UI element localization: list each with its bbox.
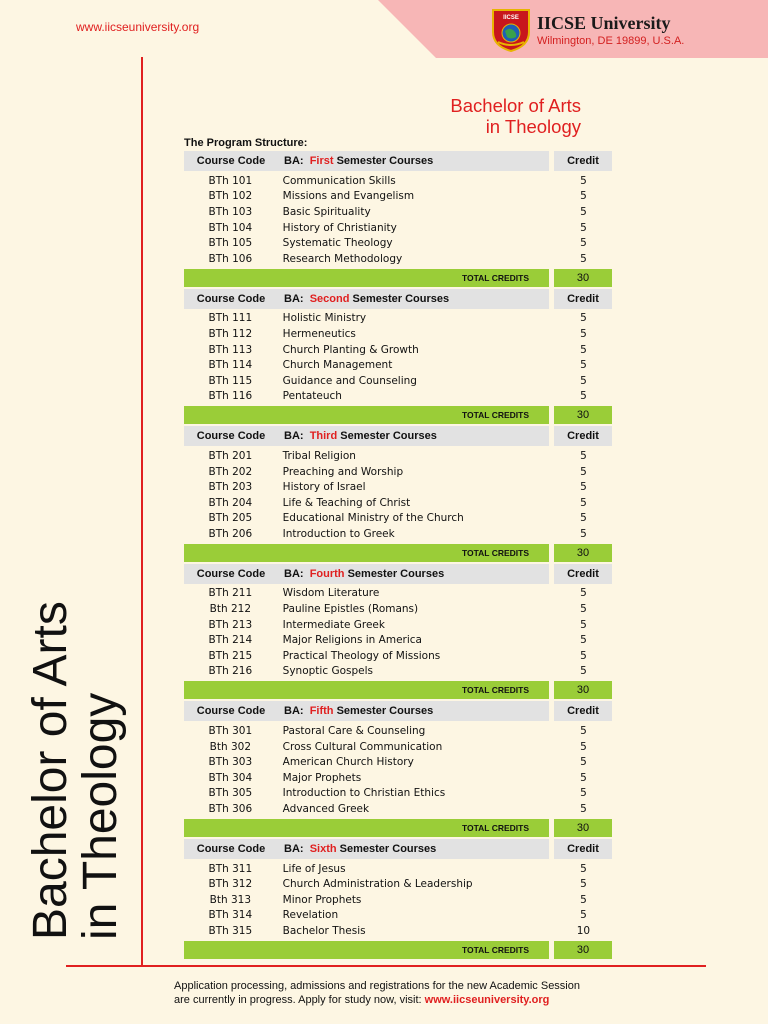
semester-header (184, 839, 612, 859)
course-credit: 5 (580, 803, 587, 816)
total-credits-row (184, 544, 612, 562)
course-credit: 5 (580, 665, 587, 678)
total-credits-row (184, 941, 612, 959)
course-code: Bth 212 (209, 603, 252, 616)
course-credit: 5 (580, 237, 587, 250)
course-code: BTh 305 (208, 787, 253, 800)
course-list (184, 723, 612, 817)
total-credits-label: TOTAL CREDITS (461, 547, 529, 558)
semester-ordinal: Fifth (309, 705, 334, 718)
semester-header (184, 426, 612, 446)
semester-section (184, 289, 612, 425)
course-name: Preaching and Worship (282, 465, 404, 478)
course-row (184, 786, 612, 802)
course-name: Life of Jesus (282, 862, 346, 875)
semester-header (184, 701, 612, 721)
course-code: BTh 115 (208, 374, 253, 387)
ba-prefix: BA: (284, 155, 304, 167)
semester-header (184, 289, 612, 309)
semester-courses-label: Semester Courses (336, 705, 434, 718)
course-name: Guidance and Counseling (282, 374, 417, 387)
semester-courses-label: Semester Courses (336, 155, 434, 167)
course-row (184, 892, 612, 908)
course-credit: 5 (580, 756, 587, 769)
ba-prefix: BA: (284, 567, 304, 580)
semester-ordinal: Sixth (309, 842, 337, 855)
course-name: Systematic Theology (282, 237, 393, 250)
course-row (184, 189, 612, 205)
course-credit: 5 (580, 862, 587, 875)
course-row (184, 220, 612, 236)
total-credits-label: TOTAL CREDITS (461, 944, 529, 955)
footer-line2 (174, 994, 580, 1008)
footer-notice (174, 980, 580, 1007)
course-code: BTh 311 (208, 862, 253, 875)
course-code: BTh 303 (208, 756, 253, 769)
course-code: BTh 106 (208, 252, 253, 265)
course-row (184, 739, 612, 755)
total-credits-row (184, 681, 612, 699)
course-code: Bth 313 (209, 893, 252, 906)
course-row (184, 173, 612, 189)
course-name: Church Management (282, 359, 393, 372)
credit-header: Credit (554, 426, 612, 446)
program-structure-label: The Program Structure: (184, 137, 308, 149)
course-credit: 5 (580, 221, 587, 234)
semester-header-bar (184, 701, 549, 721)
course-name: Basic Spirituality (282, 205, 371, 218)
course-name: American Church History (282, 756, 414, 769)
course-name: Hermeneutics (282, 327, 356, 340)
semester-header-bar (184, 426, 549, 446)
total-credits-value: 30 (554, 941, 612, 959)
semester-title (278, 155, 433, 167)
course-row (184, 204, 612, 220)
course-row (184, 586, 612, 602)
course-row (184, 876, 612, 892)
course-row (184, 632, 612, 648)
course-code: BTh 111 (208, 312, 253, 325)
course-credit: 5 (580, 481, 587, 494)
footer-line2-text: are currently in progress. Apply for study now, visit: (174, 993, 422, 1006)
course-credit: 5 (580, 496, 587, 509)
course-code: BTh 206 (208, 527, 253, 540)
semester-section (184, 151, 612, 287)
course-name: Major Religions in America (282, 634, 422, 647)
course-row (184, 511, 612, 527)
ba-prefix: BA: (284, 430, 304, 443)
course-code: BTh 211 (208, 587, 253, 600)
vertical-title-line1: Bachelor of Arts (24, 601, 77, 940)
semester-header (184, 564, 612, 584)
course-name: Missions and Evangelism (282, 190, 415, 203)
course-row (184, 464, 612, 480)
course-row (184, 908, 612, 924)
course-name: Communication Skills (282, 174, 396, 187)
course-code: BTh 312 (208, 878, 253, 891)
vertical-divider (141, 57, 143, 967)
semester-header-bar (184, 289, 549, 309)
course-code-header: Course Code (196, 567, 266, 580)
credit-header: Credit (554, 701, 612, 721)
course-name: History of Israel (282, 481, 366, 494)
website-url[interactable]: www.iicseuniversity.org (76, 20, 200, 34)
total-credits-value: 30 (554, 681, 612, 699)
course-name: Educational Ministry of the Church (282, 512, 464, 525)
semester-title (278, 293, 449, 305)
course-name: Bachelor Thesis (282, 924, 366, 937)
course-code: BTh 104 (208, 221, 253, 234)
course-list (184, 448, 612, 542)
course-row (184, 617, 612, 633)
course-name: Introduction to Christian Ethics (282, 787, 446, 800)
course-code: BTh 314 (208, 909, 253, 922)
semester-ordinal: Second (309, 292, 350, 305)
course-credit: 5 (580, 725, 587, 738)
semester-ordinal: Third (309, 430, 338, 443)
course-name: Introduction to Greek (282, 527, 395, 540)
semester-courses-label: Semester Courses (340, 430, 437, 443)
total-credits-label: TOTAL CREDITS (461, 822, 529, 833)
total-credits-bar (184, 406, 549, 424)
course-row (184, 601, 612, 617)
course-name: Holistic Ministry (282, 312, 367, 325)
course-credit: 5 (580, 740, 587, 753)
vertical-title-line2: in Theology (74, 692, 127, 940)
semester-header (184, 151, 612, 171)
total-credits-label: TOTAL CREDITS (461, 272, 529, 283)
course-code-header: Course Code (196, 705, 266, 718)
course-code: BTh 213 (208, 618, 253, 631)
course-code: BTh 112 (208, 327, 253, 340)
total-credits-row (184, 406, 612, 424)
semester-section (184, 426, 612, 562)
semester-courses-label: Semester Courses (352, 292, 450, 305)
course-name: Pastoral Care & Counseling (282, 725, 426, 738)
total-credits-bar (184, 819, 549, 837)
semester-title (278, 568, 444, 580)
course-code: BTh 203 (208, 481, 253, 494)
course-row (184, 723, 612, 739)
logo-text: IICSE (503, 15, 519, 21)
semester-section (184, 564, 612, 700)
course-credit: 5 (580, 190, 587, 203)
course-credit: 5 (580, 174, 587, 187)
course-credit: 10 (576, 924, 591, 937)
course-code-header: Course Code (196, 155, 266, 167)
course-credit: 5 (580, 252, 587, 265)
course-credit: 5 (580, 390, 587, 403)
course-name: Wisdom Literature (282, 587, 380, 600)
course-code: BTh 205 (208, 512, 253, 525)
total-credits-label: TOTAL CREDITS (461, 410, 529, 421)
course-name: Pauline Epistles (Romans) (282, 603, 419, 616)
course-credit: 5 (580, 771, 587, 784)
course-credit: 5 (580, 465, 587, 478)
course-name: Pentateuch (282, 390, 342, 403)
course-row (184, 342, 612, 358)
course-list (184, 586, 612, 680)
course-row (184, 311, 612, 327)
semester-section (184, 701, 612, 837)
semester-courses-label: Semester Courses (339, 842, 437, 855)
course-list (184, 311, 612, 405)
course-code: BTh 202 (208, 465, 253, 478)
total-credits-bar (184, 269, 549, 287)
course-name: Research Methodology (282, 252, 403, 265)
credit-header: Credit (554, 564, 612, 584)
semester-title (278, 430, 437, 442)
credit-header: Credit (554, 289, 612, 309)
total-credits-label: TOTAL CREDITS (461, 685, 529, 696)
footer-divider (66, 965, 706, 967)
course-code: BTh 116 (208, 390, 253, 403)
footer-url-link[interactable]: www.iicseuniversity.org (424, 993, 550, 1006)
program-title-line2: in Theology (485, 116, 581, 137)
course-code-header: Course Code (196, 430, 266, 443)
total-credits-bar (184, 544, 549, 562)
total-credits-value: 30 (554, 406, 612, 424)
university-name: IICSE University (537, 13, 671, 33)
university-location: Wilmington, DE 19899, U.S.A. (537, 35, 685, 47)
course-credit: 5 (580, 893, 587, 906)
semester-header-bar (184, 151, 549, 171)
course-list (184, 173, 612, 267)
course-row (184, 648, 612, 664)
course-code: BTh 306 (208, 803, 253, 816)
course-credit: 5 (580, 449, 587, 462)
course-code: BTh 103 (208, 205, 253, 218)
course-credit: 5 (580, 527, 587, 540)
course-name: Life & Teaching of Christ (282, 496, 411, 509)
semester-header-bar (184, 564, 549, 584)
semester-section (184, 839, 612, 959)
total-credits-row (184, 269, 612, 287)
course-credit: 5 (580, 343, 587, 356)
course-code: BTh 102 (208, 190, 253, 203)
course-code: BTh 301 (208, 725, 253, 738)
total-credits-bar (184, 941, 549, 959)
course-row (184, 495, 612, 511)
course-row (184, 754, 612, 770)
ba-prefix: BA: (284, 705, 304, 718)
program-title-line1: Bachelor of Arts (450, 95, 581, 116)
course-name: Intermediate Greek (282, 618, 385, 631)
course-credit: 5 (580, 634, 587, 647)
course-name: Advanced Greek (282, 803, 370, 816)
course-credit: 5 (580, 909, 587, 922)
vertical-program-title (26, 601, 126, 940)
course-row (184, 861, 612, 877)
course-row (184, 373, 612, 389)
course-code: BTh 315 (208, 924, 253, 937)
course-credit: 5 (580, 603, 587, 616)
course-row (184, 326, 612, 342)
course-credit: 5 (580, 618, 587, 631)
semester-ordinal: Fourth (309, 567, 345, 580)
course-code: Bth 302 (209, 740, 252, 753)
semester-courses-label: Semester Courses (347, 567, 445, 580)
course-name: Tribal Religion (282, 449, 356, 462)
course-name: Practical Theology of Missions (282, 649, 441, 662)
course-name: History of Christianity (282, 221, 397, 234)
total-credits-value: 30 (554, 269, 612, 287)
semester-title (278, 843, 436, 855)
course-row (184, 389, 612, 405)
course-row (184, 801, 612, 817)
credit-header: Credit (554, 151, 612, 171)
ba-prefix: BA: (284, 292, 304, 305)
course-code: BTh 216 (208, 665, 253, 678)
course-credit: 5 (580, 327, 587, 340)
course-row (184, 357, 612, 373)
course-row (184, 448, 612, 464)
course-credit: 5 (580, 878, 587, 891)
course-code: BTh 101 (208, 174, 253, 187)
total-credits-value: 30 (554, 544, 612, 562)
course-list (184, 861, 612, 939)
course-credit: 5 (580, 374, 587, 387)
course-code: BTh 113 (208, 343, 253, 356)
semester-header-bar (184, 839, 549, 859)
course-table (184, 151, 612, 961)
course-row (184, 251, 612, 267)
course-name: Minor Prophets (282, 893, 362, 906)
course-code: BTh 304 (208, 771, 253, 784)
course-row (184, 526, 612, 542)
course-code-header: Course Code (196, 292, 266, 305)
total-credits-value: 30 (554, 819, 612, 837)
course-credit: 5 (580, 512, 587, 525)
course-name: Major Prophets (282, 771, 362, 784)
course-name: Synoptic Gospels (282, 665, 373, 678)
course-name: Cross Cultural Communication (282, 740, 443, 753)
course-name: Church Planting & Growth (282, 343, 419, 356)
course-name: Revelation (282, 909, 339, 922)
course-row (184, 235, 612, 251)
course-row (184, 923, 612, 939)
course-credit: 5 (580, 359, 587, 372)
course-code: BTh 201 (208, 449, 253, 462)
ba-prefix: BA: (284, 842, 304, 855)
course-code: BTh 214 (208, 634, 253, 647)
course-row (184, 770, 612, 786)
semester-ordinal: First (309, 155, 334, 167)
credit-header: Credit (554, 839, 612, 859)
course-credit: 5 (580, 205, 587, 218)
course-name: Church Administration & Leadership (282, 878, 473, 891)
course-code-header: Course Code (196, 842, 266, 855)
course-code: BTh 105 (208, 237, 253, 250)
total-credits-row (184, 819, 612, 837)
course-credit: 5 (580, 312, 587, 325)
course-credit: 5 (580, 649, 587, 662)
course-credit: 5 (580, 787, 587, 800)
course-credit: 5 (580, 587, 587, 600)
footer-line1: Application processing, admissions and registrations for the new Academic Session (174, 980, 580, 992)
course-code: BTh 114 (208, 359, 253, 372)
university-logo (490, 8, 532, 52)
program-title (450, 95, 581, 137)
course-row (184, 479, 612, 495)
course-row (184, 664, 612, 680)
semester-title (278, 705, 433, 717)
course-code: BTh 215 (208, 649, 253, 662)
course-code: BTh 204 (208, 496, 253, 509)
total-credits-bar (184, 681, 549, 699)
